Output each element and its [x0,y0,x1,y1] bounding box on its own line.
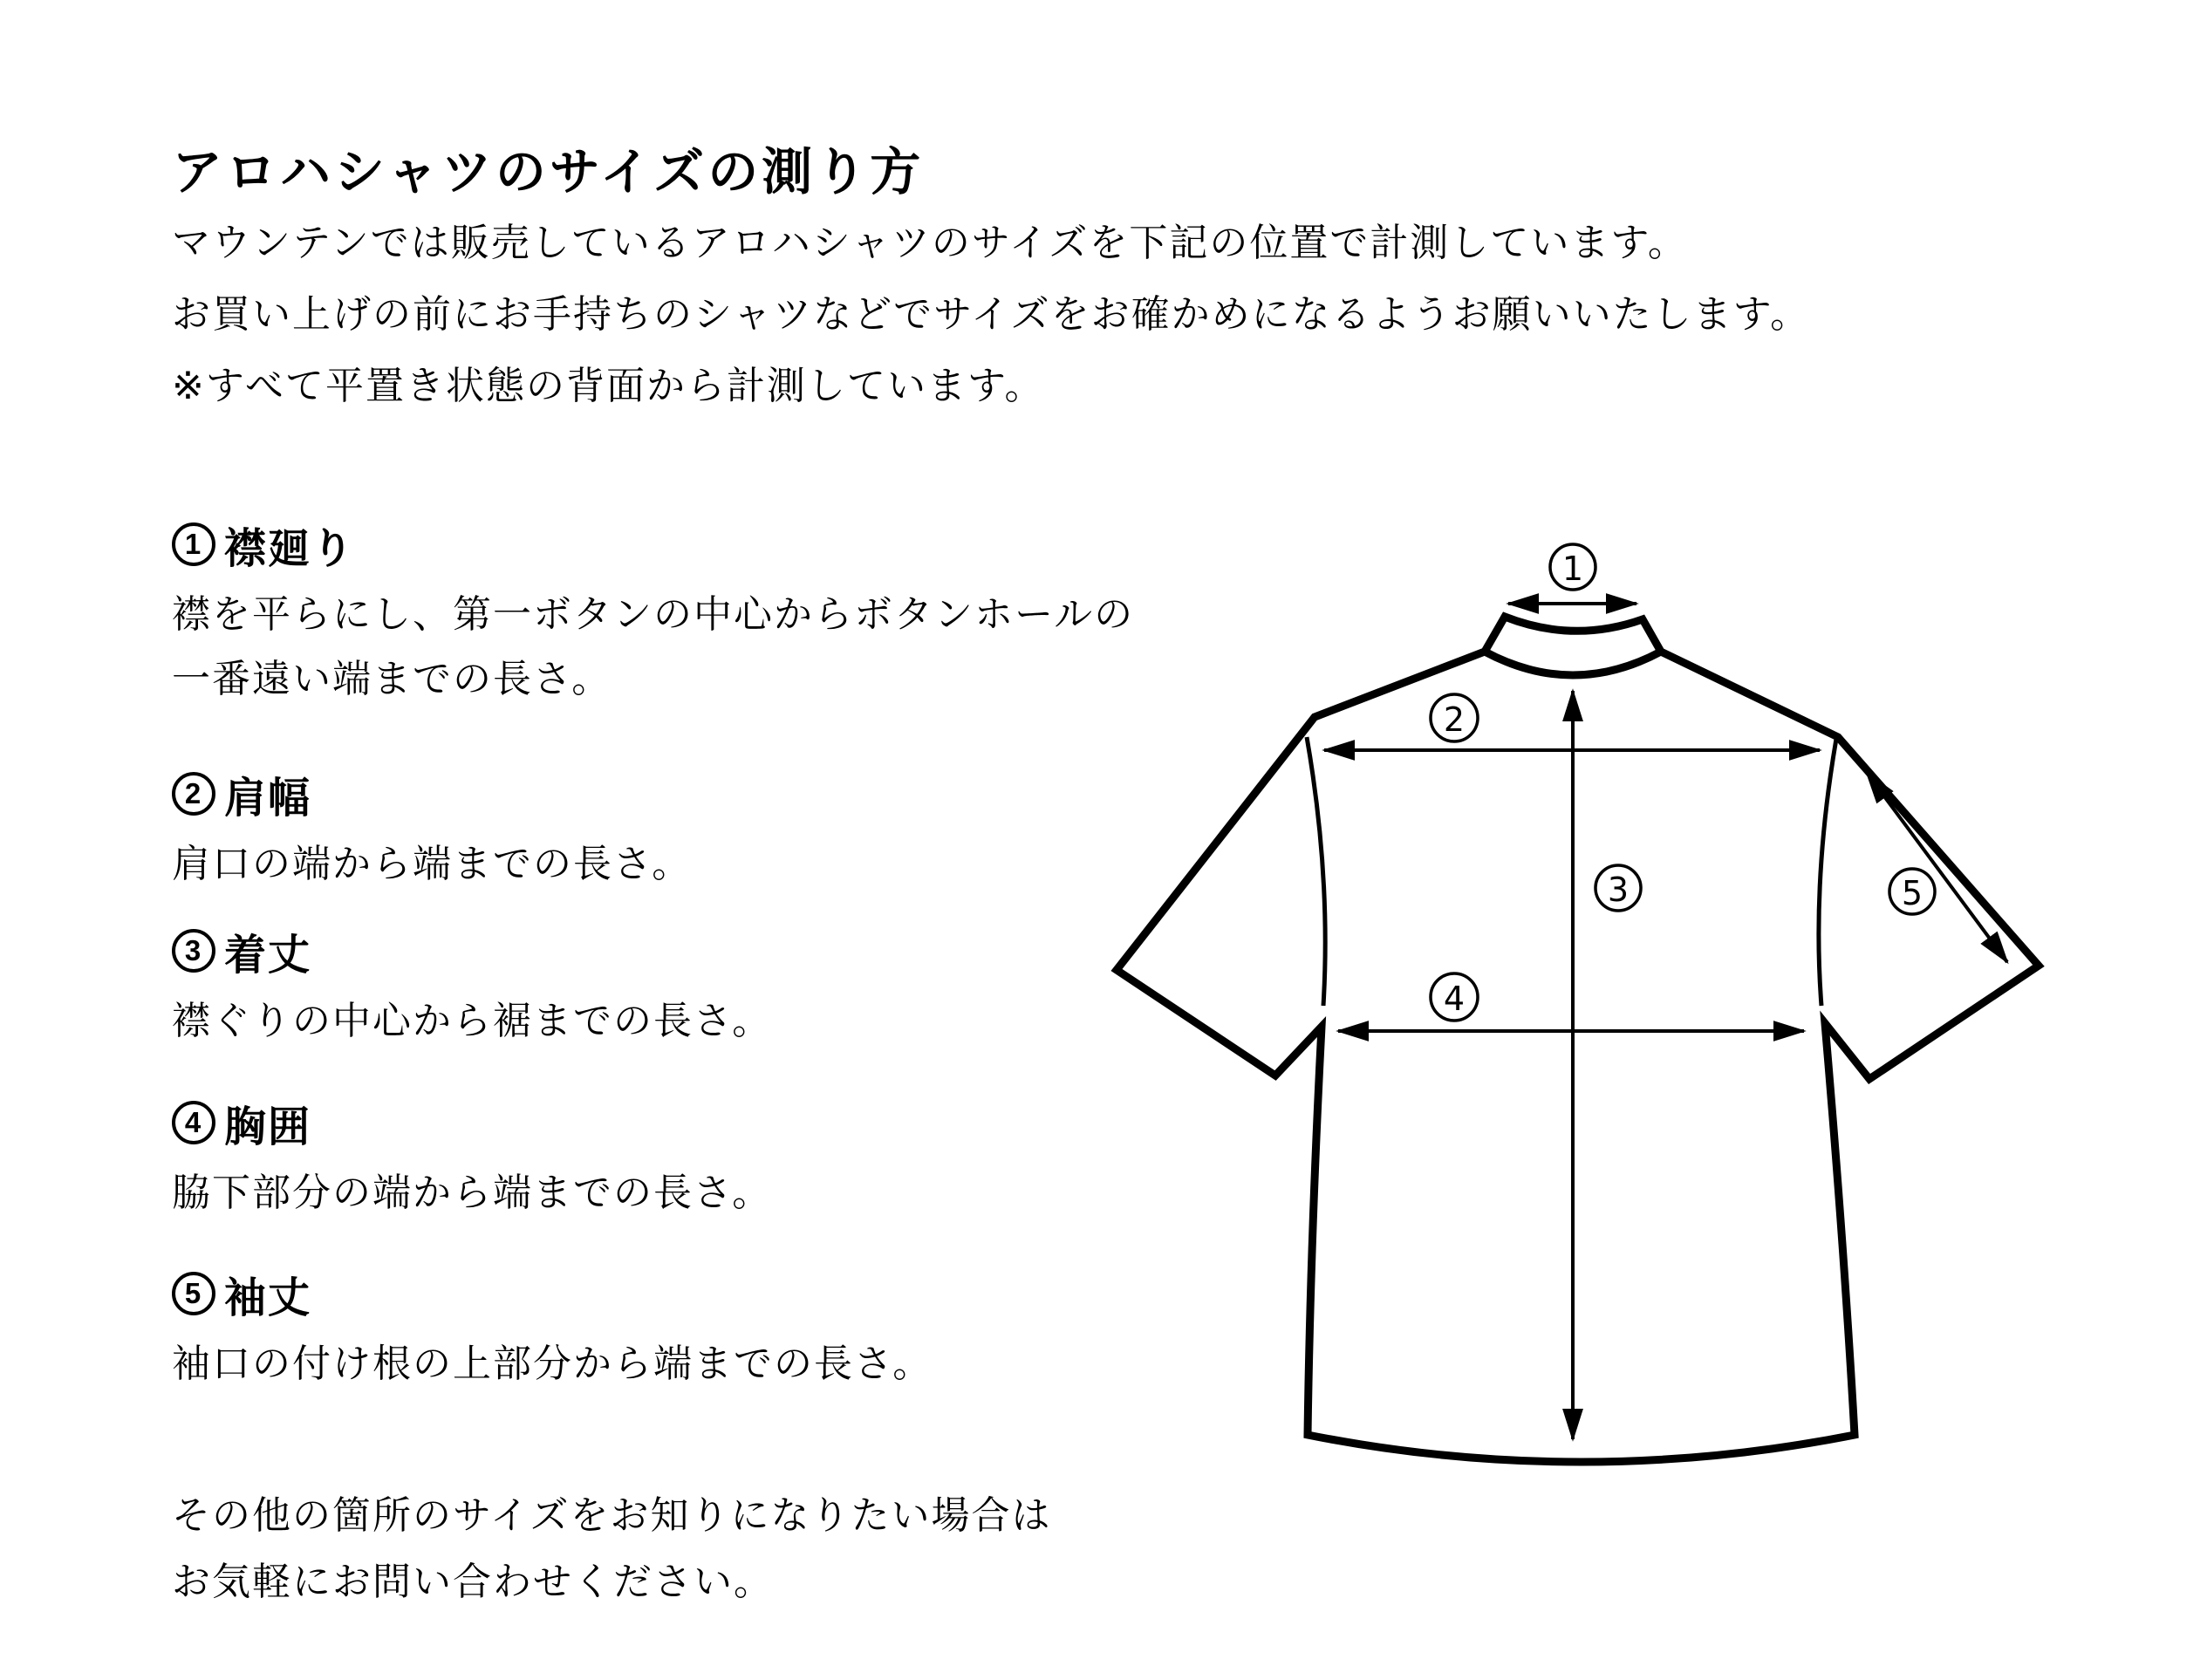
measure-label-chest-number: 4 [1443,980,1466,1018]
section-sleeve-label: 袖丈 [224,1274,312,1321]
section-chest-label: 胸囲 [224,1103,312,1151]
description-line: 袖口の付け根の上部分から端までの長さ。 [172,1342,933,1385]
measure-label-body-length-number: 3 [1607,871,1630,909]
section-body-length-label: 着丈 [224,932,312,979]
circled-number-2: 2 [172,772,215,816]
footer-line: その他の箇所のサイズをお知りになりたい場合は [172,1494,1052,1537]
circled-number-3: 3 [172,929,215,973]
intro-line: ※すべて平置き状態の背面から計測しています。 [172,365,1045,407]
intro-line: マウンテンでは販売しているアロハシャツのサイズを下記の位置で計測しています。 [172,222,1688,264]
description-line: 襟ぐりの中心から裾までの長さ。 [172,1000,773,1042]
circled-number-4: 4 [172,1101,215,1144]
measure-arrow-sleeve [1867,773,2007,962]
description-line: 肩口の端から端までの長さ。 [172,843,693,885]
section-collar-label: 襟廻り [224,525,356,572]
circled-number-1: 1 [172,522,215,566]
collar-inner-edge [1485,652,1661,675]
measure-label-sleeve [1889,869,1935,914]
section-shoulder-label: 肩幅 [224,775,312,822]
shirt-outline [1117,617,2039,1462]
measure-label-chest [1431,973,1478,1021]
measure-label-sleeve-number: 5 [1901,874,1923,912]
measure-label-collar [1550,544,1595,590]
footer-line: お気軽にお問い合わせください。 [172,1560,774,1603]
circled-number-5: 5 [172,1272,215,1315]
armhole-seam-left [1307,737,1325,1006]
measure-label-collar-number: 1 [1561,550,1584,588]
description-line: 襟を平らにし、第一ボタンの中心からボタンホールの [172,593,1135,636]
measure-label-shoulder-number: 2 [1443,700,1466,739]
description-line: 一番遠い端までの長さ。 [172,658,612,700]
description-line: 脇下部分の端から端までの長さ。 [172,1171,773,1214]
measure-label-body-length [1595,865,1641,911]
measure-label-shoulder [1431,694,1478,741]
intro-line: お買い上げの前にお手持ちのシャツなどでサイズをお確かめになるようお願いいたします。 [172,293,1811,336]
armhole-seam-right [1819,739,1836,1006]
page-title: アロハシャツのサイズの測り方 [172,143,925,201]
